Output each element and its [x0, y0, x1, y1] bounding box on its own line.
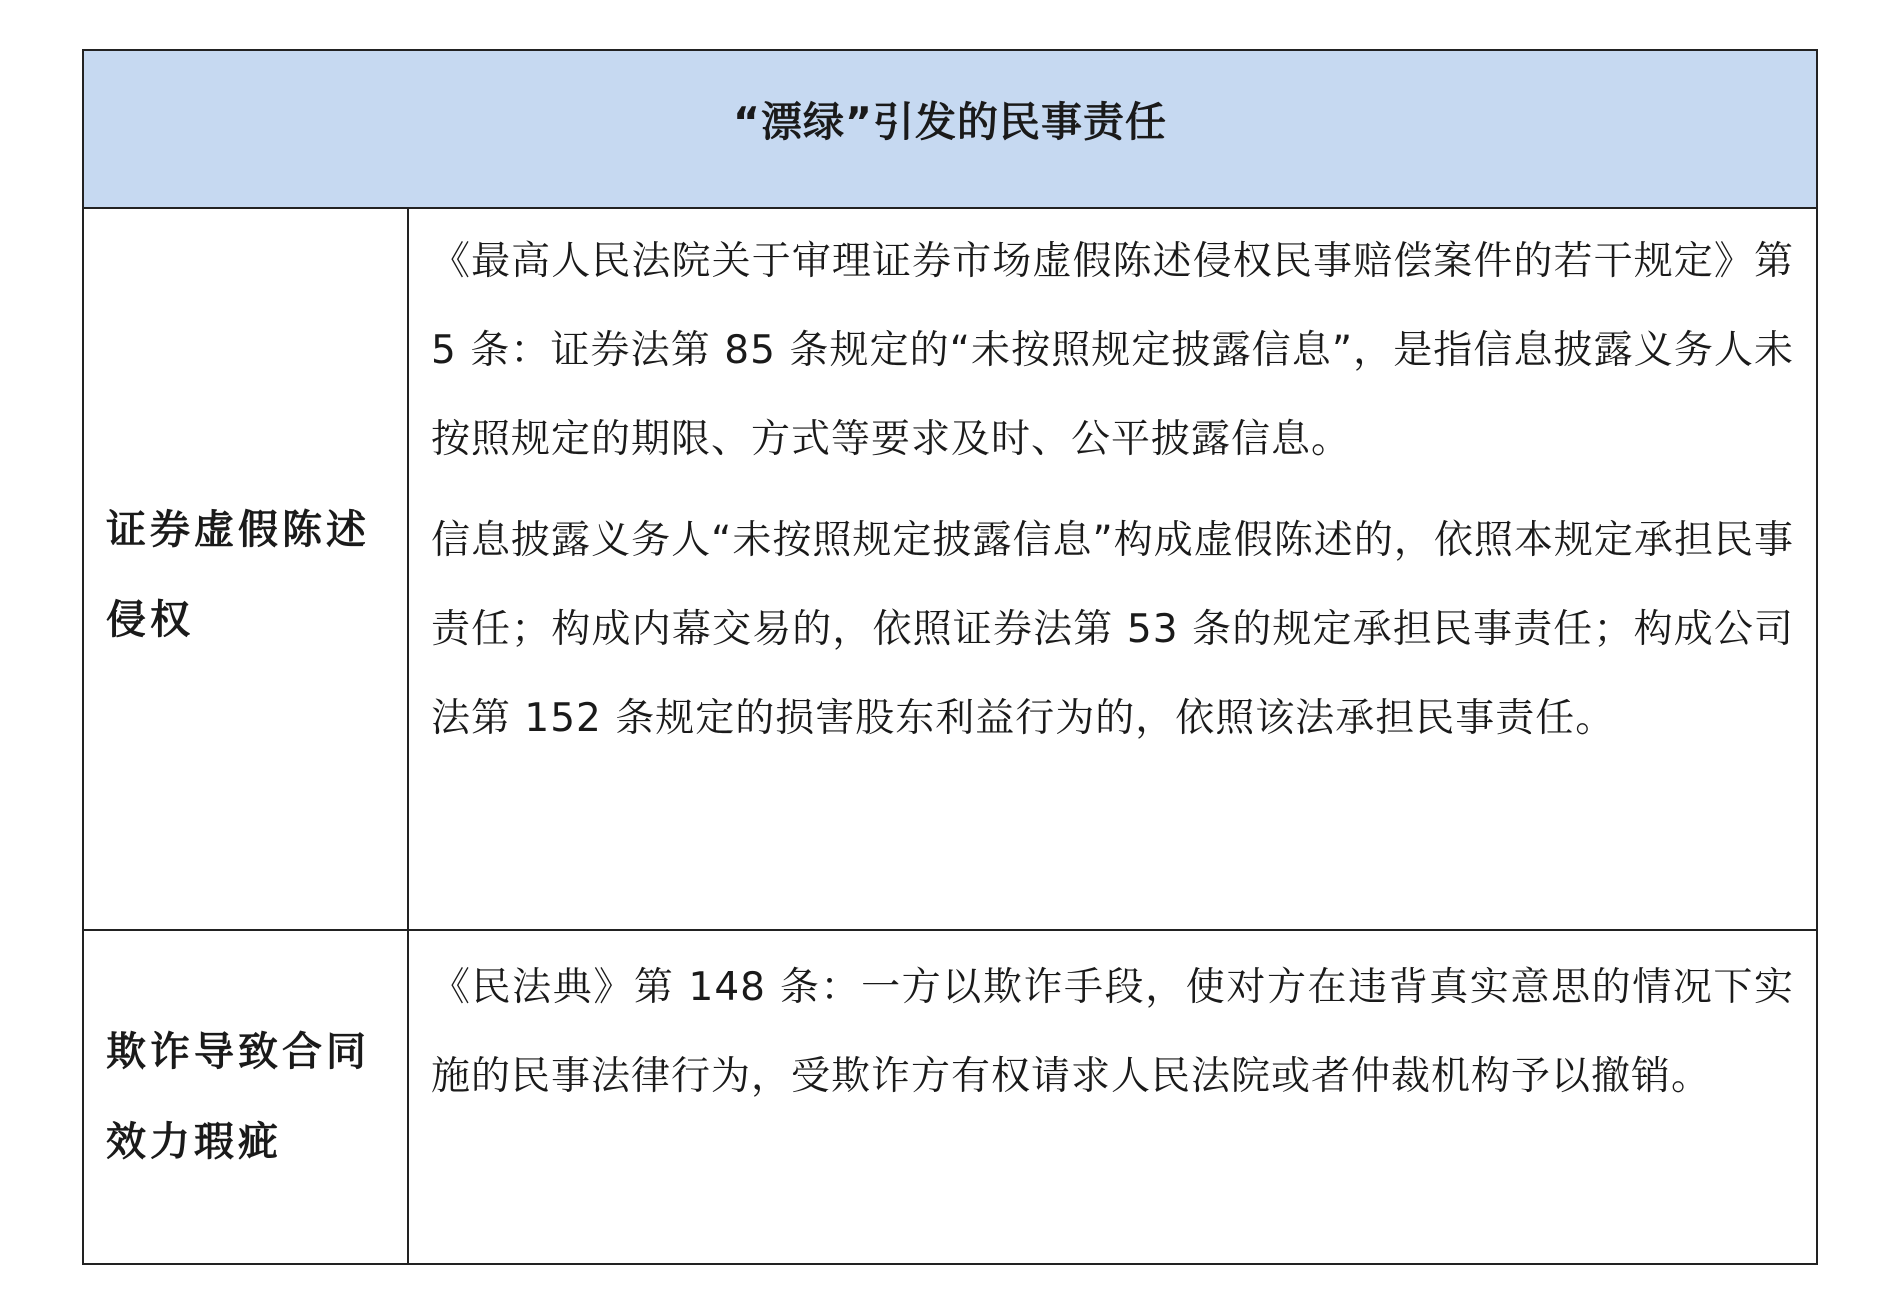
row-content-cell [409, 209, 1816, 929]
row-label: 证券虚假陈述侵权 [106, 507, 370, 643]
row-content-cell [409, 931, 1816, 1263]
table-title: “漂绿”引发的民事责任 [733, 97, 1167, 146]
table-row [84, 209, 1816, 931]
content-paragraph: 《最高人民法院关于审理证券市场虚假陈述侵权民事赔偿案件的若干规定》第 5 条：证券法第 85 条规定的“未按照规定披露信息”，是指信息披露义务人未按照规定的期限、方式等要求及时、公平披露信息。 [431, 239, 1794, 462]
row-label: 欺诈导致合同效力瑕疵 [106, 1029, 370, 1165]
table-row [84, 931, 1816, 1263]
civil-liability-table [82, 49, 1818, 1265]
row-label-cell [84, 209, 409, 929]
content-paragraph: 信息披露义务人“未按照规定披露信息”构成虚假陈述的，依照本规定承担民事责任；构成内幕交易的，依照证券法第 53 条的规定承担民事责任；构成公司法第 152 条规定的损害股东利益行为的，依照该法承担民事责任。 [431, 518, 1794, 741]
row-label-cell [84, 931, 409, 1263]
table-header [84, 51, 1816, 209]
content-paragraph: 《民法典》第 148 条：一方以欺诈手段，使对方在违背真实意思的情况下实施的民事法律行为，受欺诈方有权请求人民法院或者仲裁机构予以撤销。 [431, 965, 1794, 1099]
